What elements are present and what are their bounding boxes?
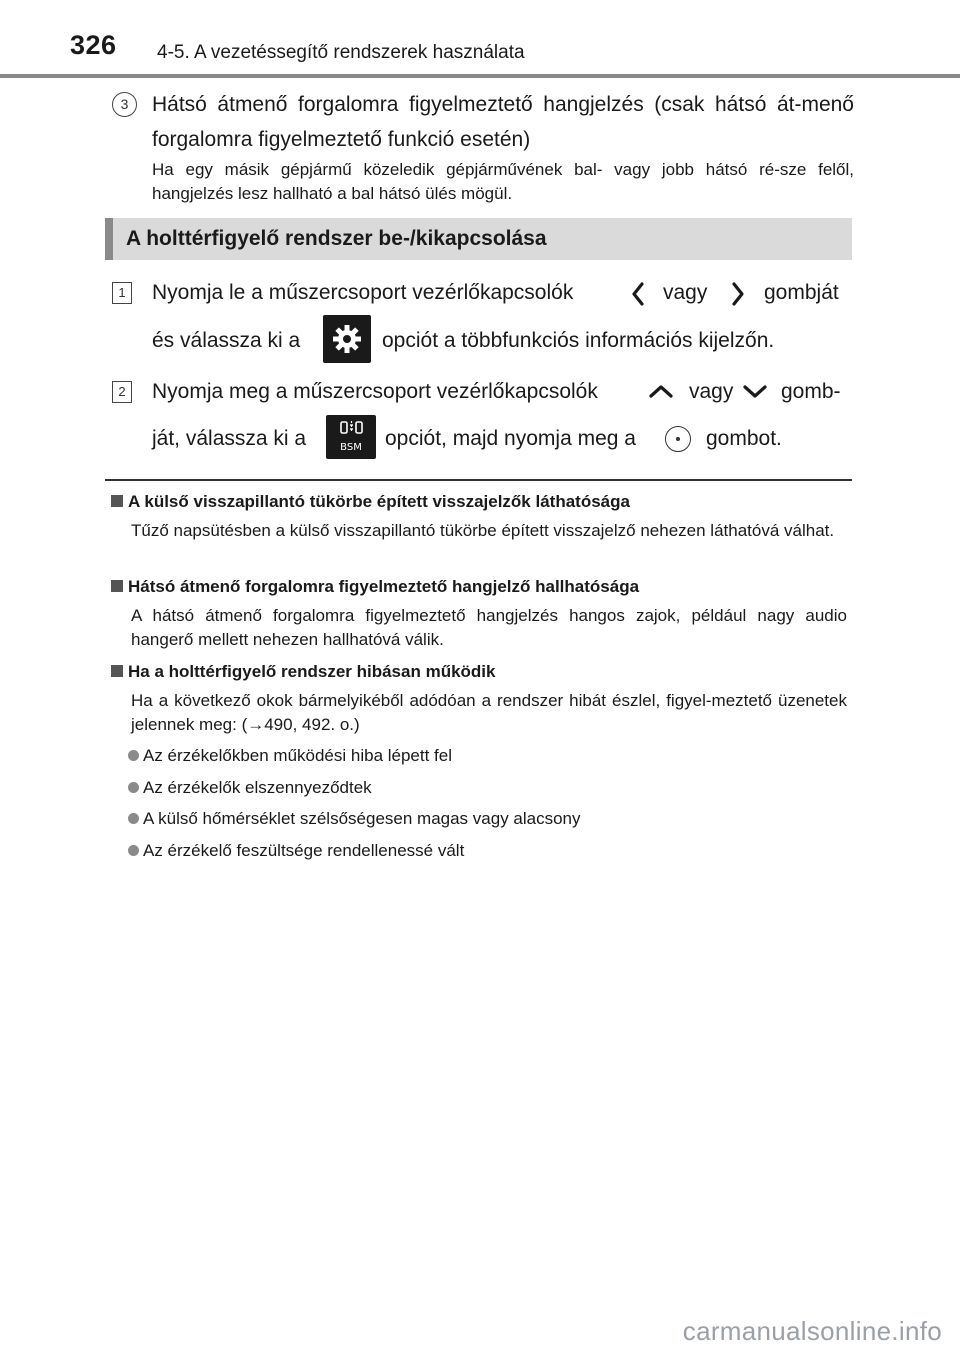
step-1-line1-start: Nyomja le a műszercsoport vezérlőkapcsolók (152, 281, 574, 304)
header-divider (0, 74, 960, 78)
notes-divider (105, 479, 852, 481)
note-heading-2 (111, 576, 639, 598)
section-title: 4-5. A vezetéssegítő rendszerek használata (157, 42, 525, 63)
round-bullet-icon (128, 813, 139, 824)
list-item-text: Az érzékelők elszennyeződtek (143, 778, 372, 797)
watermark: carmanualsonline.info (682, 1316, 942, 1346)
step-2-line2-end: gombot. (706, 427, 782, 450)
step-1-line2-start: és válassza ki a (152, 329, 301, 352)
chevron-right-icon (728, 280, 748, 308)
list-item-text: Az érzékelőkben működési hiba lépett fel (143, 746, 453, 765)
note-heading-1-text: A külső visszapillantó tükörbe épített visszajelzők láthatósága (128, 492, 630, 511)
subheading-title: A holttérfigyelő rendszer be-/kikapcsolása (126, 227, 547, 250)
item-3-description: Ha egy másik gépjármű közeledik gépjárművének bal- vagy jobb hátsó ré-sze felől, hangjelzés lesz hallható a bal hátsó ülés mögül. (152, 160, 854, 203)
square-bullet-icon (111, 665, 123, 677)
item-marker-3: 3 (112, 92, 137, 117)
settings-gear-icon (323, 315, 371, 363)
step-2-line1-end: gomb- (781, 380, 841, 403)
round-bullet-icon (128, 782, 139, 793)
step-2-line1-start: Nyomja meg a műszercsoport vezérlőkapcsolók (152, 380, 598, 403)
step-1-line1-end: gombját (764, 281, 839, 304)
step-1-line2-end: opciót a többfunkciós információs kijelzőn. (382, 329, 775, 352)
step-2-line2-start: ját, válassza ki a (152, 427, 307, 450)
square-bullet-icon (111, 495, 123, 507)
note-body-3: Ha a következő okok bármelyikéből adódóan a rendszer hibát észlel, figyel-meztető üzenetek jelennek meg: (→490, 492. o.) (131, 691, 847, 734)
list-item (128, 840, 464, 862)
item-3-title: Hátsó átmenő forgalomra figyelmeztető hangjelzés (csak hátsó át-menő forgalomra figyelmeztető funkció esetén) (152, 93, 854, 151)
chevron-up-icon (646, 381, 676, 401)
round-bullet-icon (128, 750, 139, 761)
step-2-line1-or: vagy (689, 380, 734, 403)
list-item (128, 745, 452, 767)
list-item-text: A külső hőmérséklet szélsőségesen magas vagy alacsony (143, 809, 581, 828)
ok-dot-button-icon (665, 426, 691, 452)
list-item (128, 777, 372, 799)
bsm-icon (326, 415, 376, 459)
list-item (128, 808, 581, 830)
page-number: 326 (70, 30, 117, 60)
note-heading-2-text: Hátsó átmenő forgalomra figyelmeztető hangjelző hallhatósága (128, 577, 640, 596)
note-body-2: A hátsó átmenő forgalomra figyelmeztető hangjelzés hangos zajok, például nagy audio hangerő mellett nehezen hallhatóvá válik. (131, 606, 847, 649)
step-2-line2-middle: opciót, majd nyomja meg a (385, 427, 636, 450)
step-marker-2: 2 (112, 381, 132, 403)
note-heading-3-text: Ha a holttérfigyelő rendszer hibásan működik (128, 662, 496, 681)
step-marker-1: 1 (112, 282, 132, 304)
square-bullet-icon (111, 580, 123, 592)
list-item-text: Az érzékelő feszültsége rendellenessé vált (143, 841, 465, 860)
note-heading-1 (111, 491, 630, 513)
bsm-icon-label: BSM (340, 442, 362, 453)
chevron-down-icon (740, 381, 770, 401)
chevron-left-icon (628, 280, 648, 308)
step-1-line1-or: vagy (663, 281, 708, 304)
note-heading-3 (111, 661, 495, 683)
note-body-1: Tűző napsütésben a külső visszapillantó tükörbe épített visszajelző nehezen láthatóvá válhat. (131, 521, 835, 540)
round-bullet-icon (128, 845, 139, 856)
